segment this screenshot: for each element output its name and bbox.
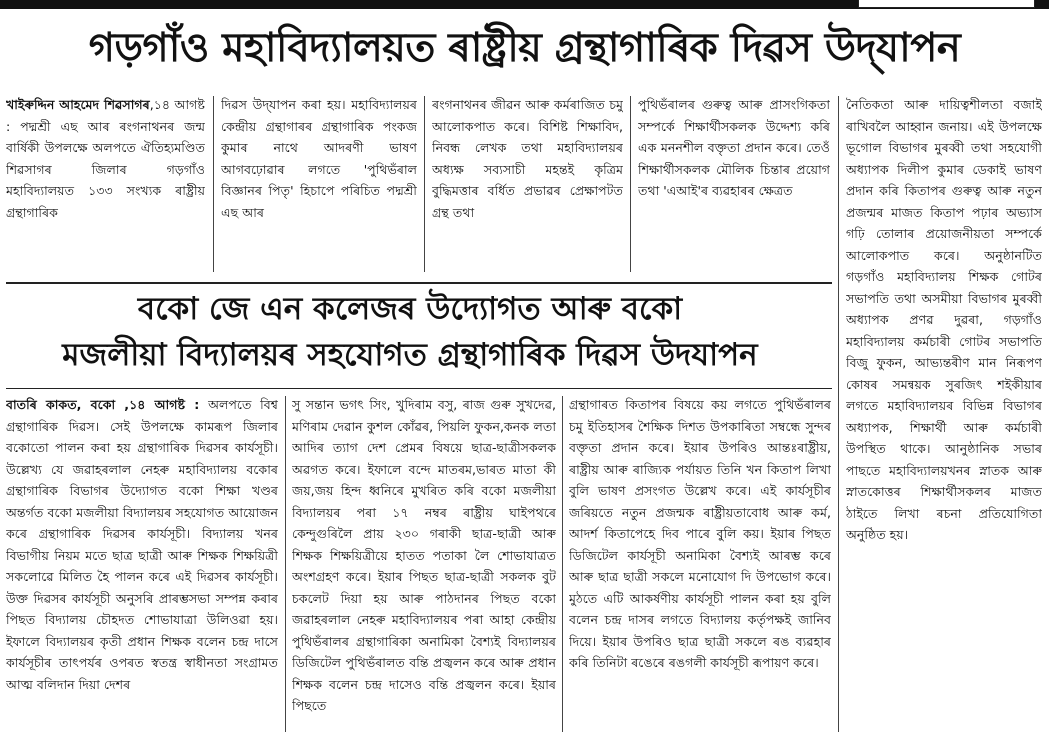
article1-col1-text: ,১৪ আগষ্ট : পদ্মশ্ৰী এছ আৰ ৰংগনাথনৰ জন্ম বাৰ্ষিকী উপলক্ষে অলপতে ঐতিহ্যমণ্ডিত শিৱসাগৰ জিলাৰ গড়গাঁও মহাবিদ্যালয়ত ১৩৩ সংখ্যক ৰাষ্ট্ৰীয় গ্ৰন্থাগাৰিক <box>6 97 205 220</box>
article1-column-4: পুথিভঁৰালৰ গুৰুত্ব আৰু প্ৰাসংগিকতা সম্পৰ্কে শিক্ষাৰ্থীসকলক উদ্দেশ্য কৰি এক মননশীল বক্তৃতা প্ৰদান কৰে। তেওঁ শিক্ষাৰ্থীসকলক মৌলিক চিন্তাৰ প্ৰয়োগ তথা 'এআই'ৰ ব্যৱহাৰৰ ক্ষেত্ৰত <box>638 97 830 198</box>
section-separator <box>6 282 832 284</box>
column-divider <box>838 96 839 732</box>
column-divider <box>285 396 286 732</box>
article2-headline-line-1: বকো জে এন কলেজৰ উদ্যোগত আৰু বকো <box>137 291 683 327</box>
column-divider <box>630 96 631 272</box>
article2-headline-line-2: মজলীয়া বিদ্যালয়ৰ সহযোগত গ্ৰন্থাগাৰিক দিৱস উদযাপন <box>62 337 758 373</box>
article2-column-2: সু সন্তান ভগৎ সিং, খুদিৰাম বসু, ৰাজ গুৰু সুখদেৱ, মণিৰাম দেৱান কুশল কোঁৱৰ, পিয়লি ফুকন,কনক লতা আদিৰ ত্যাগ দেশ প্ৰেমৰ বিষয়ে ছাত্ৰ-ছাত্ৰীসকলক অৱগত কৰে। ইফালে বন্দে মাতৰম,ভাৰত মাতা কী জয়,জয় হিন্দ ধ্বনিৰে মুখৰিত কৰি বকো মজলীয়া বিদ্যালয়ৰ পৰা ১৭ নম্বৰ ৰাষ্ট্ৰীয় ঘাইপথৰে কেন্দুগুৰিলৈ প্ৰায় ২৩০ গৰাকী ছাত্ৰ-ছাত্ৰী আৰু শিক্ষক শিক্ষয়িত্ৰীয়ে হাতত পতাকা লৈ শোভাযাত্ৰত অংশগ্ৰহণ কৰে। ইয়াৰ পিছত ছাত্ৰ-ছাত্ৰী সকলক বুট চকলেট দিয়া হয় আৰু পাঠদানৰ পিছত বকো জৱাহৰলাল নেহৰু মহাবিদ্যালয়ৰ পৰা আহা কেন্দ্ৰীয় পুথিভঁৰালৰ গ্ৰন্থাগাৰিকা অনামিকা বৈশ্যই বিদ্যালয়ৰ ডিজিটেল পুথিভঁৰালত বন্তি প্ৰজ্বলন কৰে আৰু প্ৰধান শিক্ষক বলেন চন্দ্ৰ দাসেও বন্তি প্ৰজ্বলন কৰে। ইয়াৰ পিছতে <box>292 397 556 713</box>
article2-headline <box>0 286 820 386</box>
article2-column-1 <box>6 394 278 734</box>
article2-column-3: গ্ৰন্থাগাৰত কিতাপৰ বিষয়ে কয় লগতে পুথিভঁৰালৰ চমু ইতিহাসৰ শৈক্ষিক দিশত উপকাৰিতা সম্বন্ধে সুন্দৰ বক্তৃতা প্ৰদান কৰে। ইয়াৰ উপৰিও আন্তঃৰাষ্ট্ৰীয়, ৰাষ্ট্ৰীয় আৰু ৰাজ্যিক পৰ্যায়ত তিনি খন কিতাপ লিখা বুলি ভাষণ প্ৰসংগত উল্লেখ কৰে। এই কাৰ্যসূচীৰ জৰিয়তে নতুন প্ৰজন্মক ৰাষ্ট্ৰীয়তাবোধ আৰু কৰ্ম, আদৰ্শ কিতাপেহে দিব পাৰে বুলি কয়। ইয়াৰ পিছত ডিজিটেল কাৰ্যসূচী অনামিকা বৈশ্যই আৰম্ভ কৰে আৰু ছাত্ৰ ছাত্ৰী সকলে মনোযোগ দি উপভোগ কৰে। মুঠতে এটি আকৰ্ষণীয় কাৰ্যসূচী পালন কৰা হয় বুলি বলেন চন্দ্ৰ দাসৰ লগতে বিদ্যালয় কৰ্তৃপক্ষই জানিব দিয়ে। ইয়াৰ উপৰিও ছাত্ৰ ছাত্ৰী সকলে ৰঙ ব্যৱহাৰ কৰি তিনিটা ৰঙেৰে ৰঙগলী কাৰ্যসূচী ৰূপায়ণ কৰে। <box>569 397 831 670</box>
section-tag-box <box>858 0 1035 8</box>
column-divider <box>562 396 563 732</box>
article1-column-5: নৈতিকতা আৰু দায়িত্বশীলতা বজাই ৰাখিবলৈ আহ্বান জনায়। এই উপলক্ষে ভূগোল বিভাগৰ মুৰব্বী তথা সহযোগী অধ্যাপক দিলীপ কুমাৰ ডেকাই ভাষণ প্ৰদান কৰি কিতাপৰ গুৰুত্ব আৰু নতুন প্ৰজন্মৰ মাজত কিতাপ পঢ়াৰ অভ্যাস গঢ়ি তোলাৰ প্ৰয়োজনীয়তা সম্পৰ্কে আলোকপাত কৰে। অনুষ্ঠানটিত গড়গাঁও মহাবিদ্যালয় শিক্ষক গোটৰ সভাপতি তথা অসমীয়া বিভাগৰ মুৰব্বী অধ্যাপক প্ৰণৱ দুৱৰা, গড়গাঁও মহাবিদ্যালয় কৰ্মচাৰী গোটৰ সভাপতি বিজু ফুকন, আভ্যন্তৰীণ মান নিৰূপণ কোষৰ সমন্বয়ক সুৰজিৎ শইকীয়াৰ লগতে মহাবিদ্যালয়ৰ বিভিন্ন বিভাগৰ অধ্যাপক, শিক্ষাৰ্থী আৰু কৰ্মচাৰী উপস্থিত থাকে। আনুষ্ঠানিক সভাৰ পাছতে মহাবিদ্যালয়খনৰ স্নাতক আৰু স্নাতকোত্তৰ শিক্ষাৰ্থীসকলৰ মাজত ঠাইতে লিখা ৰচনা প্ৰতিযোগিতা অনুষ্ঠিত হয়। <box>846 97 1042 542</box>
article1-column-2: দিৱস উদ্‌যাপন কৰা হয়। মহাবিদ্যালয়ৰ কেন্দ্ৰীয় গ্ৰন্থাগাৰৰ গ্ৰন্থাগাৰিক পংকজ কুমাৰ নাথে আদৰণী ভাষণ আগবঢ়োৱাৰ লগতে 'পুথিভঁৰাল বিজ্ঞানৰ পিতৃ' হিচাপে পৰিচিত পদ্মশ্ৰী এছ আৰ <box>221 97 417 220</box>
article1-column-3: ৰংগনাথনৰ জীৱন আৰু কৰ্মৰাজিত চমু আলোকপাত কৰে। বিশিষ্ট শিক্ষাবিদ, নিবন্ধ লেখক তথা মহাবিদ্যালয়ৰ অধ্যক্ষ সব্যসাচী মহন্তই কৃত্ৰিম বুদ্ধিমত্তাৰ বৰ্ধিত প্ৰভাৱৰ প্ৰেক্ষাপটত গ্ৰন্থ তথা <box>432 97 623 220</box>
article2-col1-text: অলপতে বিশ্ব গ্ৰন্থাগাৰিক দিৱস। সেই উপলক্ষে কামৰূপ জিলাৰ বকোতো পালন কৰা হয় গ্ৰন্থাগাৰিক দিৱসৰ কাৰ্যসূচী। উল্লেখ্য যে জৱাহৰলাল নেহৰু মহাবিদ্যালয় বকোৰ গ্ৰন্থাগাৰিক বিভাগৰ উদ্যোগত বকো শিক্ষা খণ্ডৰ অন্তৰ্গত বকো মজলীয়া বিদ্যালয়ৰ সহযোগত আয়োজন কৰে গ্ৰন্থাগাৰিক দিৱসৰ কাৰ্যসূচী। বিদ্যালয় খনৰ বিভাগীয় নিয়ম মতে ছাত্ৰ ছাত্ৰী আৰু শিক্ষক শিক্ষয়িত্ৰী সকলোৱে মিলিত হৈ পালন কৰে এই দিৱসৰ কাৰ্যসূচী। উক্ত দিৱসৰ কাৰ্যসূচী অনুসৰি প্ৰাৰম্ভসভা সম্পন্ন কৰাৰ পিছত বিদ্যালয় চৌহদত শোভাযাত্ৰা উলিওৱা হয়। ইফালে বিদ্যালয়ৰ কৃতী প্ৰধান শিক্ষক বলেন চন্দ্ৰ দাসে কাৰ্যসূচীৰ তাৎপৰ্যৰ ওপৰত স্বতন্ত্ৰ স্বাধীনতা সংগ্ৰামত আত্ম বলিদান দিয়া দেশৰ <box>6 397 278 692</box>
column-divider <box>424 96 425 272</box>
article1-column-1 <box>6 94 205 274</box>
article2-byline: বাতৰি কাকত, বকো ,১৪ আগষ্ট : <box>6 397 200 412</box>
column-divider <box>213 96 214 272</box>
article1-byline: খাইৰুদ্দিন আহমেদ শিৱসাগৰ <box>6 97 150 112</box>
main-headline: গড়গাঁও মহাবিদ্যালয়ত ৰাষ্ট্ৰীয় গ্ৰন্থাগাৰিক দিৱস উদ্‌যাপন <box>88 24 961 71</box>
section-separator <box>6 388 832 389</box>
